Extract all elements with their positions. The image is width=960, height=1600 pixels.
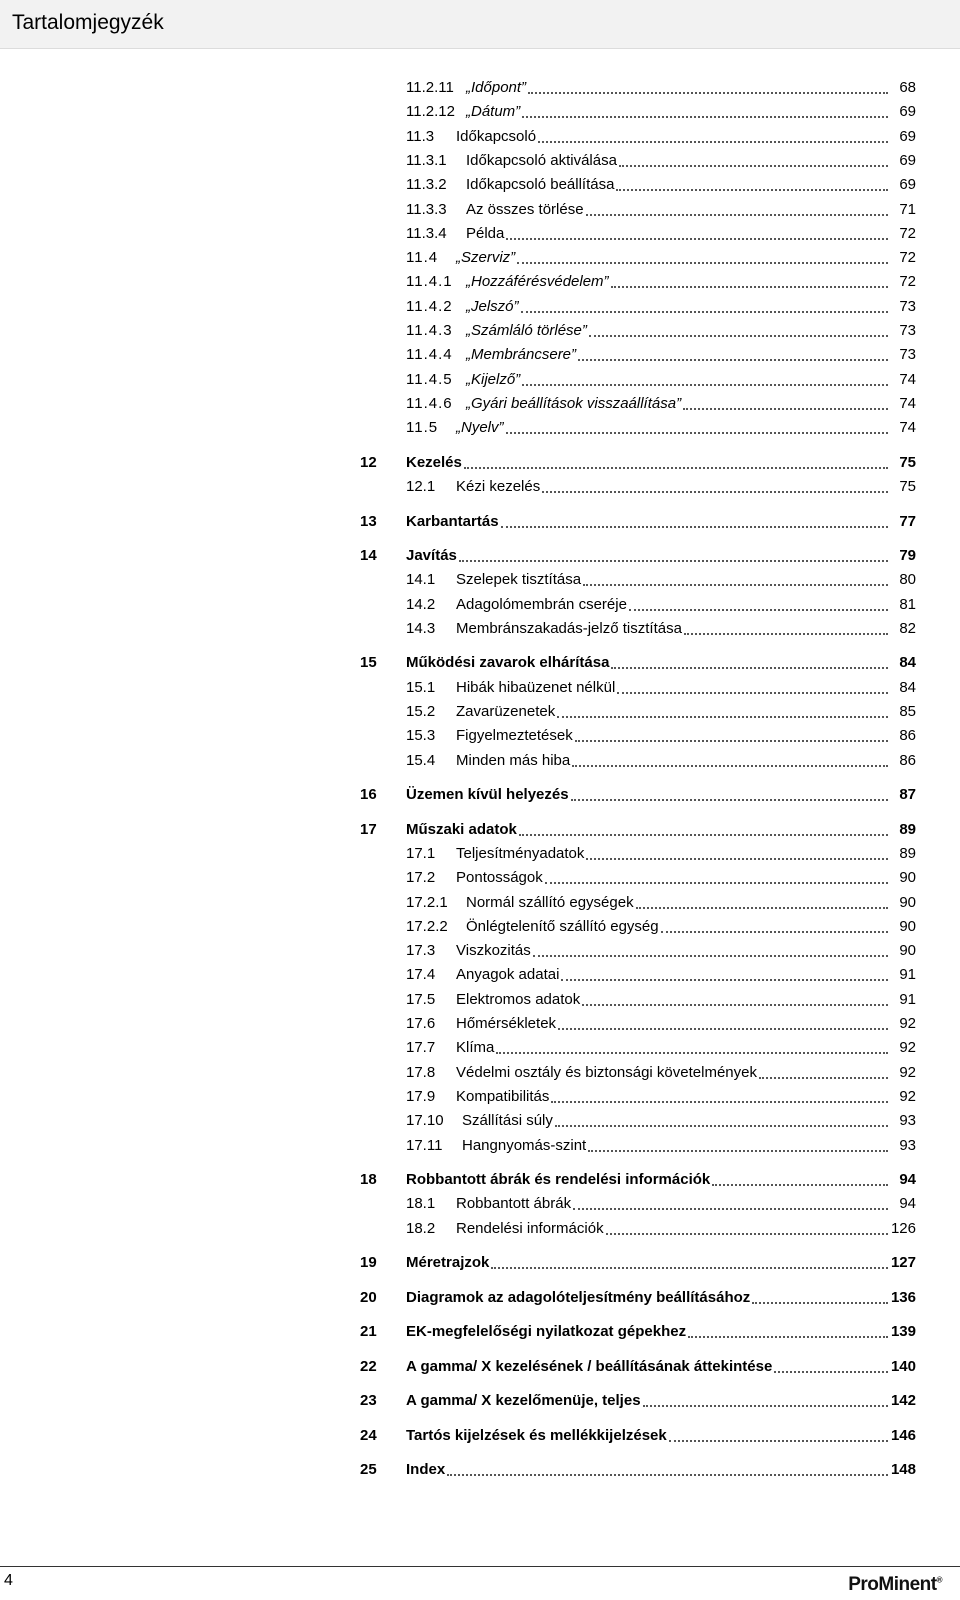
toc-entry-title: Index bbox=[406, 1461, 446, 1479]
toc-entry[interactable] bbox=[406, 700, 916, 724]
toc-entry[interactable] bbox=[406, 842, 916, 866]
toc-entry[interactable] bbox=[406, 368, 916, 392]
toc-chapter-number: 13 bbox=[360, 512, 377, 530]
toc-chapter-entry[interactable] bbox=[406, 451, 916, 475]
dot-leader bbox=[573, 1208, 888, 1210]
dot-leader bbox=[586, 214, 888, 216]
toc-entry[interactable] bbox=[406, 866, 916, 890]
toc-entry[interactable] bbox=[406, 295, 916, 319]
page-number: 4 bbox=[4, 1572, 13, 1589]
toc-entry-title: Az összes törlése bbox=[466, 200, 584, 218]
toc-entry[interactable] bbox=[406, 246, 916, 270]
dot-leader bbox=[712, 1184, 888, 1186]
toc-page-number: 77 bbox=[899, 512, 916, 530]
toc-page-number: 127 bbox=[890, 1254, 916, 1272]
toc-entry-title: Kézi kezelés bbox=[456, 478, 541, 495]
dot-leader bbox=[589, 335, 888, 337]
toc-entry-title: Kezelés bbox=[406, 453, 462, 471]
toc-chapter-number: 24 bbox=[360, 1426, 377, 1444]
dot-leader bbox=[506, 432, 889, 434]
toc-page-number: 81 bbox=[899, 595, 916, 613]
toc-entry[interactable] bbox=[406, 1217, 916, 1241]
toc-entry-title: „Számláló törlése” bbox=[466, 322, 587, 339]
toc-entry[interactable] bbox=[406, 125, 916, 149]
toc-section-number: 18.1 bbox=[406, 1195, 436, 1213]
toc-entry-title: Adagolómembrán cseréje bbox=[456, 595, 627, 613]
toc-page-number: 92 bbox=[899, 1087, 916, 1105]
dot-leader bbox=[501, 526, 888, 528]
toc-section-number: 11.4.2 bbox=[406, 297, 453, 315]
toc-entry-title: „Membráncsere” bbox=[466, 346, 577, 364]
toc-section-number: 15.4 bbox=[406, 751, 436, 769]
toc-entry[interactable] bbox=[406, 617, 916, 641]
toc-section-number: 11.4 bbox=[406, 249, 439, 267]
toc-page-number: 89 bbox=[899, 820, 916, 838]
toc-entry-title: Rendelési információk bbox=[456, 1219, 604, 1237]
toc-entry-title: Időkapcsoló beállítása bbox=[466, 176, 615, 194]
dot-leader bbox=[506, 238, 888, 240]
toc-page-number: 75 bbox=[899, 453, 916, 471]
toc-chapter-entry[interactable] bbox=[406, 783, 916, 807]
toc-entry[interactable] bbox=[406, 988, 916, 1012]
toc-chapter-entry[interactable] bbox=[406, 1389, 916, 1413]
dot-leader bbox=[617, 692, 888, 694]
toc-entry[interactable] bbox=[406, 475, 916, 499]
toc-section-number: 17.1 bbox=[406, 844, 436, 862]
toc-page-number: 126 bbox=[890, 1219, 916, 1237]
toc-chapter-number: 17 bbox=[360, 820, 377, 838]
toc-page-number: 142 bbox=[890, 1392, 916, 1410]
toc-chapter-entry[interactable] bbox=[406, 818, 916, 842]
toc-entry[interactable] bbox=[406, 222, 916, 246]
toc-section-number: 17.9 bbox=[406, 1087, 436, 1105]
toc-entry[interactable] bbox=[406, 173, 916, 197]
toc-page-number: 75 bbox=[899, 478, 916, 495]
toc-entry-title: Figyelmeztetések bbox=[456, 727, 573, 745]
toc-chapter-number: 25 bbox=[360, 1461, 377, 1479]
toc-entry[interactable] bbox=[406, 343, 916, 367]
toc-page-number: 71 bbox=[899, 200, 916, 218]
toc-page-number: 93 bbox=[899, 1112, 916, 1130]
toc-section-number: 17.2.2 bbox=[406, 917, 448, 935]
toc-section-number: 14.3 bbox=[406, 619, 436, 637]
toc-entry-title: Tartós kijelzések és mellékkijelzések bbox=[406, 1426, 667, 1444]
prominent-logo bbox=[848, 1574, 942, 1596]
toc-entry-title: Membránszakadás-jelző tisztítása bbox=[456, 619, 682, 637]
toc-page-number: 72 bbox=[899, 273, 916, 291]
toc-page-number: 69 bbox=[899, 176, 916, 194]
toc-section-number: 15.2 bbox=[406, 703, 436, 720]
toc-page-number: 74 bbox=[899, 419, 916, 437]
toc-page-number: 92 bbox=[899, 1039, 916, 1057]
toc-section-number: 11.2.12 bbox=[406, 103, 455, 121]
toc-entry-title: Javítás bbox=[406, 547, 457, 564]
toc-page-number: 92 bbox=[899, 1063, 916, 1081]
toc-page-number: 73 bbox=[899, 346, 916, 364]
toc-entry[interactable] bbox=[406, 1134, 916, 1158]
toc-entry-title: Önlégtelenítő szállító egység bbox=[466, 917, 659, 935]
toc-page-number: 84 bbox=[899, 654, 916, 672]
toc-section-number: 17.10 bbox=[406, 1112, 444, 1130]
toc-chapter-number: 14 bbox=[360, 547, 377, 564]
toc-page-number: 72 bbox=[899, 224, 916, 242]
toc-entry-title: A gamma/ X kezelésének / beállításának áttekintése bbox=[406, 1357, 773, 1375]
toc-section-number: 17.2.1 bbox=[406, 893, 448, 911]
toc-chapter-number: 18 bbox=[360, 1171, 377, 1188]
toc-entry-title: Klíma bbox=[456, 1039, 495, 1057]
toc-chapter-entry[interactable] bbox=[406, 1424, 916, 1448]
toc-entry[interactable] bbox=[406, 1109, 916, 1133]
toc-entry-title: „Gyári beállítások visszaállítása” bbox=[466, 394, 682, 412]
toc-section-number: 17.11 bbox=[406, 1136, 443, 1154]
toc-entry-title: Hőmérsékletek bbox=[456, 1015, 557, 1032]
toc-section-number: 17.6 bbox=[406, 1015, 436, 1032]
dot-leader bbox=[551, 1101, 888, 1103]
toc-page-number: 72 bbox=[899, 249, 916, 267]
toc-page-number: 69 bbox=[899, 103, 916, 121]
toc-entry-title: Szelepek tisztítása bbox=[456, 571, 582, 589]
toc-entry-title: Pontosságok bbox=[456, 869, 543, 887]
toc-chapter-number: 22 bbox=[360, 1357, 377, 1375]
toc-chapter-entry[interactable] bbox=[406, 1320, 916, 1344]
toc-page-number: 80 bbox=[899, 571, 916, 589]
toc-page-number: 69 bbox=[899, 127, 916, 145]
dot-leader bbox=[616, 189, 888, 191]
dot-leader bbox=[629, 609, 888, 611]
toc-section-number: 17.3 bbox=[406, 942, 436, 960]
toc-section-number: 11.3 bbox=[406, 127, 435, 145]
toc-entry-title: Minden más hiba bbox=[456, 751, 571, 769]
toc-page-number: 69 bbox=[899, 151, 916, 169]
toc-section-number: 18.2 bbox=[406, 1219, 436, 1237]
toc-section-number: 12.1 bbox=[406, 478, 436, 495]
dot-leader bbox=[496, 1052, 888, 1054]
toc-chapter-number: 12 bbox=[360, 453, 377, 471]
dot-leader bbox=[636, 907, 888, 909]
toc-entry-title: Hangnyomás-szint bbox=[462, 1136, 587, 1154]
dot-leader bbox=[611, 667, 888, 669]
dot-leader bbox=[491, 1267, 888, 1269]
toc-page-number: 90 bbox=[899, 942, 916, 960]
toc-entry[interactable] bbox=[406, 724, 916, 748]
toc-page-number: 79 bbox=[899, 547, 916, 564]
toc-entry-title: Méretrajzok bbox=[406, 1254, 490, 1272]
toc-page-number: 86 bbox=[899, 727, 916, 745]
logo-text: ProMinent bbox=[848, 1574, 937, 1595]
toc-entry[interactable] bbox=[406, 963, 916, 987]
toc-chapter-number: 15 bbox=[360, 654, 377, 672]
dot-leader bbox=[464, 467, 888, 469]
toc-entry[interactable] bbox=[406, 392, 916, 416]
toc-page-number: 148 bbox=[890, 1461, 916, 1479]
dot-leader bbox=[683, 408, 888, 410]
toc-chapter-entry[interactable] bbox=[406, 1168, 916, 1192]
toc-entry-title: „Dátum” bbox=[466, 103, 521, 121]
dot-leader bbox=[752, 1302, 888, 1304]
dot-leader bbox=[555, 1125, 888, 1127]
toc-page-number: 91 bbox=[899, 990, 916, 1008]
toc-page-number: 74 bbox=[899, 370, 916, 388]
toc-entry[interactable] bbox=[406, 939, 916, 963]
toc-section-number: 17.2 bbox=[406, 869, 436, 887]
dot-leader bbox=[588, 1150, 888, 1152]
toc-page-number: 90 bbox=[899, 917, 916, 935]
toc-section-number: 14.2 bbox=[406, 595, 436, 613]
dot-leader bbox=[572, 765, 888, 767]
toc-page-number: 86 bbox=[899, 751, 916, 769]
toc-section-number: 14.1 bbox=[406, 571, 436, 589]
toc-entry[interactable] bbox=[406, 891, 916, 915]
toc-entry-title: Védelmi osztály és biztonsági követelmények bbox=[456, 1063, 757, 1081]
toc-chapter-entry[interactable] bbox=[406, 651, 916, 675]
dot-leader bbox=[517, 262, 888, 264]
toc-entry[interactable] bbox=[406, 1061, 916, 1085]
dot-leader bbox=[545, 882, 888, 884]
toc-section-number: 11.3.1 bbox=[406, 151, 447, 169]
toc-chapter-number: 16 bbox=[360, 786, 377, 804]
toc-entry[interactable] bbox=[406, 100, 916, 124]
toc-chapter-entry[interactable] bbox=[406, 1458, 916, 1482]
dot-leader bbox=[586, 858, 888, 860]
toc-entry-title: Robbantott ábrák és rendelési információk bbox=[406, 1171, 711, 1188]
toc-entry-title: Műszaki adatok bbox=[406, 820, 517, 838]
toc-entry-title: Anyagok adatai bbox=[456, 966, 560, 984]
toc-section-number: 11.4.5 bbox=[406, 370, 453, 388]
toc-page-number: 74 bbox=[899, 394, 916, 412]
toc-entry[interactable] bbox=[406, 270, 916, 294]
toc-page-number: 136 bbox=[890, 1288, 916, 1306]
dot-leader bbox=[558, 1028, 888, 1030]
dot-leader bbox=[533, 955, 888, 957]
dot-leader bbox=[447, 1474, 888, 1476]
toc-entry[interactable] bbox=[406, 1036, 916, 1060]
toc-entry-title: Viszkozitás bbox=[456, 942, 531, 960]
toc-chapter-number: 23 bbox=[360, 1392, 377, 1410]
toc-entry[interactable] bbox=[406, 1085, 916, 1109]
toc-section-number: 11.4.1 bbox=[406, 273, 453, 291]
toc-page-number: 146 bbox=[890, 1426, 916, 1444]
toc-chapter-number: 20 bbox=[360, 1288, 377, 1306]
toc-entry-title: Diagramok az adagolóteljesítmény beállításához bbox=[406, 1288, 751, 1306]
dot-leader bbox=[759, 1077, 888, 1079]
toc-page-number: 73 bbox=[899, 322, 916, 339]
toc-section-number: 11.4.6 bbox=[406, 394, 453, 412]
dot-leader bbox=[542, 491, 888, 493]
dot-leader bbox=[522, 116, 888, 118]
toc-entry[interactable] bbox=[406, 416, 916, 440]
toc-entry[interactable] bbox=[406, 198, 916, 222]
toc-chapter-entry[interactable] bbox=[406, 510, 916, 534]
toc-page-number: 68 bbox=[899, 79, 916, 96]
toc-chapter-entry[interactable] bbox=[406, 1286, 916, 1310]
toc-section-number: 17.5 bbox=[406, 990, 436, 1008]
dot-leader bbox=[459, 560, 888, 562]
toc-entry-title: Szállítási súly bbox=[462, 1112, 553, 1130]
toc-entry-title: Karbantartás bbox=[406, 512, 499, 530]
toc-entry-title: „Szerviz” bbox=[456, 249, 516, 267]
toc-section-number: 17.8 bbox=[406, 1063, 436, 1081]
dot-leader bbox=[571, 799, 888, 801]
dot-leader bbox=[575, 740, 888, 742]
toc-page-number: 87 bbox=[899, 786, 916, 804]
toc-page-number: 94 bbox=[899, 1195, 916, 1213]
toc-page-number: 91 bbox=[899, 966, 916, 984]
toc-entry-title: Működési zavarok elhárítása bbox=[406, 654, 610, 672]
toc-entry[interactable] bbox=[406, 568, 916, 592]
dot-leader bbox=[522, 384, 888, 386]
dot-leader bbox=[583, 584, 888, 586]
dot-leader bbox=[606, 1233, 888, 1235]
dot-leader bbox=[643, 1405, 888, 1407]
toc-entry-title: Elektromos adatok bbox=[456, 990, 581, 1008]
toc-entry[interactable] bbox=[406, 1192, 916, 1216]
dot-leader bbox=[619, 165, 888, 167]
toc-section-number: 15.3 bbox=[406, 727, 436, 745]
toc-entry[interactable] bbox=[406, 149, 916, 173]
dot-leader bbox=[557, 716, 888, 718]
toc-page-number: 89 bbox=[899, 844, 916, 862]
toc-entry[interactable] bbox=[406, 1012, 916, 1036]
dot-leader bbox=[661, 931, 888, 933]
toc-chapter-number: 21 bbox=[360, 1323, 377, 1341]
toc-section-number: 17.7 bbox=[406, 1039, 436, 1057]
toc-entry[interactable] bbox=[406, 915, 916, 939]
toc-entry-title: „Időpont” bbox=[466, 79, 527, 96]
footer-divider bbox=[0, 1566, 960, 1567]
dot-leader bbox=[611, 286, 888, 288]
toc-section-number: 15.1 bbox=[406, 678, 436, 696]
dot-leader bbox=[774, 1371, 888, 1373]
toc-page-number: 92 bbox=[899, 1015, 916, 1032]
toc-entry[interactable] bbox=[406, 76, 916, 100]
toc-entry-title: „Kijelző” bbox=[466, 370, 521, 388]
toc-entry-title: Hibák hibaüzenet nélkül bbox=[456, 678, 616, 696]
toc-entry-title: Üzemen kívül helyezés bbox=[406, 786, 569, 804]
toc-entry-title: „Hozzáférésvédelem” bbox=[466, 273, 609, 291]
toc-entry-title: „Jelszó” bbox=[466, 297, 519, 315]
toc-page-number: 140 bbox=[890, 1357, 916, 1375]
toc-chapter-entry[interactable] bbox=[406, 1355, 916, 1379]
toc-entry-title: EK-megfelelőségi nyilatkozat gépekhez bbox=[406, 1323, 687, 1341]
toc-entry-title: Teljesítményadatok bbox=[456, 844, 585, 862]
toc-page-number: 139 bbox=[890, 1323, 916, 1341]
toc-page-number: 84 bbox=[899, 678, 916, 696]
toc-chapter-entry[interactable] bbox=[406, 544, 916, 568]
toc-section-number: 11.4.3 bbox=[406, 322, 453, 339]
toc-entry-title: Időkapcsoló bbox=[456, 127, 537, 145]
toc-entry[interactable] bbox=[406, 319, 916, 343]
toc-entry[interactable] bbox=[406, 676, 916, 700]
toc-entry-title: A gamma/ X kezelőmenüje, teljes bbox=[406, 1392, 641, 1410]
toc-entry-title: „Nyelv” bbox=[456, 419, 504, 437]
toc-section-number: 11.3.2 bbox=[406, 176, 447, 194]
dot-leader bbox=[528, 92, 888, 94]
toc-page-number: 90 bbox=[899, 893, 916, 911]
toc-section-number: 11.4.4 bbox=[406, 346, 453, 364]
page-title: Tartalomjegyzék bbox=[12, 11, 164, 34]
dot-leader bbox=[669, 1440, 888, 1442]
toc-entry-title: Időkapcsoló aktiválása bbox=[466, 151, 617, 169]
toc-section-number: 11.5 bbox=[406, 419, 439, 437]
toc-entry-title: Normál szállító egységek bbox=[466, 893, 634, 911]
toc-section-number: 11.3.4 bbox=[406, 224, 447, 242]
dot-leader bbox=[519, 834, 888, 836]
toc-entry[interactable] bbox=[406, 593, 916, 617]
dot-leader bbox=[561, 979, 888, 981]
logo-trademark: ® bbox=[936, 1575, 942, 1585]
toc-page-number: 93 bbox=[899, 1136, 916, 1154]
dot-leader bbox=[538, 141, 888, 143]
dot-leader bbox=[684, 633, 888, 635]
toc-entry-title: Kompatibilitás bbox=[456, 1087, 550, 1105]
toc-page-number: 94 bbox=[899, 1171, 916, 1188]
toc-entry[interactable] bbox=[406, 749, 916, 773]
toc-entry-title: Robbantott ábrák bbox=[456, 1195, 572, 1213]
toc-page-number: 85 bbox=[899, 703, 916, 720]
toc-page-number: 90 bbox=[899, 869, 916, 887]
dot-leader bbox=[521, 311, 888, 313]
toc-entry-title: Zavarüzenetek bbox=[456, 703, 556, 720]
dot-leader bbox=[688, 1336, 888, 1338]
toc-section-number: 17.4 bbox=[406, 966, 436, 984]
toc-chapter-number: 19 bbox=[360, 1254, 377, 1272]
toc-section-number: 11.2.11 bbox=[406, 79, 454, 96]
toc-page-number: 73 bbox=[899, 297, 916, 315]
dot-leader bbox=[582, 1004, 888, 1006]
toc-section-number: 11.3.3 bbox=[406, 200, 447, 218]
dot-leader bbox=[578, 359, 888, 361]
toc-entry-title: Példa bbox=[466, 224, 505, 242]
toc-page-number: 82 bbox=[899, 619, 916, 637]
toc-chapter-entry[interactable] bbox=[406, 1251, 916, 1275]
